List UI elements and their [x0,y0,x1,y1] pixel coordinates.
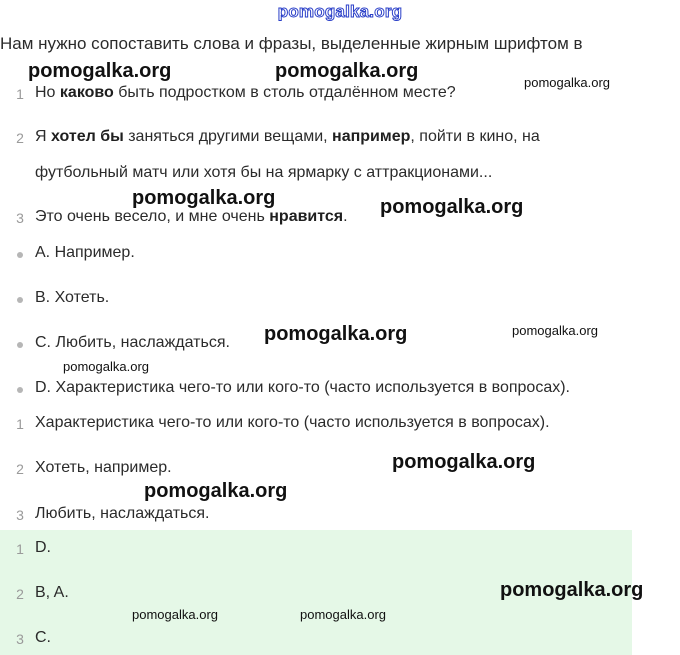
answer-number: 1 [16,541,24,557]
watermark: pomogalka.org [512,323,598,338]
watermark: pomogalka.org [264,323,408,345]
sentence-text: Это очень весело, и мне очень нравится. [35,208,348,225]
watermark: pomogalka.org [132,187,276,209]
watermark: pomogalka.org [524,75,610,90]
page: pomogalka.org Нам нужно сопоставить слова и фразы, выделенные жирным шрифтом в 1 Но каково быть подростком в столь отдалённом месте? 2 Я хотел бы заняться другими вещами, например, пойти в кино, на футбольный матч или хотя бы на ярмарку с аттракционами... 3 Это очень весело, и мне очень нравится. A. Например. B. Хотеть. C. Любить, наслаждаться. D. Характеристика чего-то или кого-то (часто используется в вопросах). 1 Характеристика чего-то или кого-то (часто используется в вопросах). 2 Хотеть, например. 3 Любить, наслаждаться. 1 D. 2 B, A. 3 C. pomogalka.org pomogalka.org pomogalka.org pomogalka.org pomogalka.org pomogalka.org pomogalka.org pomogalka.org pomogalka.org pomogalka.org pomogalka.org pomogalka.org pomogalka.org [0,0,680,655]
watermark: pomogalka.org [380,196,524,218]
sentence-number: 2 [16,130,24,146]
task-intro: Нам нужно сопоставить слова и фразы, выделенные жирным шрифтом в [0,34,583,53]
sentence-number: 3 [16,210,24,226]
watermark: pomogalka.org [392,451,536,473]
explanation-number: 3 [16,507,24,523]
watermark: pomogalka.org [500,579,644,601]
sentence-number: 1 [16,86,24,102]
watermark: pomogalka.org [63,359,149,374]
explanation-number: 2 [16,461,24,477]
bullet-icon [17,297,23,303]
site-logo: pomogalka.org [277,2,403,21]
bold-word: например [332,128,411,145]
watermark: pomogalka.org [132,607,218,622]
answer-number: 3 [16,631,24,647]
answer-number: 2 [16,586,24,602]
bullet-icon [17,252,23,258]
explanation-number: 1 [16,416,24,432]
bold-word: хотел бы [51,128,124,145]
sentence-text: Я хотел бы заняться другими вещами, например, пойти в кино, на [35,128,540,145]
bullet-icon [17,387,23,393]
bold-word: нравится [269,208,344,225]
watermark: pomogalka.org [144,480,288,502]
sentence-text: футбольный матч или хотя бы на ярмарку с аттракционами... [35,164,493,181]
sentence-text: Но каково быть подростком в столь отдалённом месте? [35,84,456,101]
bullet-icon [17,342,23,348]
watermark: pomogalka.org [275,60,419,82]
bold-word: каково [59,84,114,101]
watermark: pomogalka.org [300,607,386,622]
watermark: pomogalka.org [28,60,172,82]
